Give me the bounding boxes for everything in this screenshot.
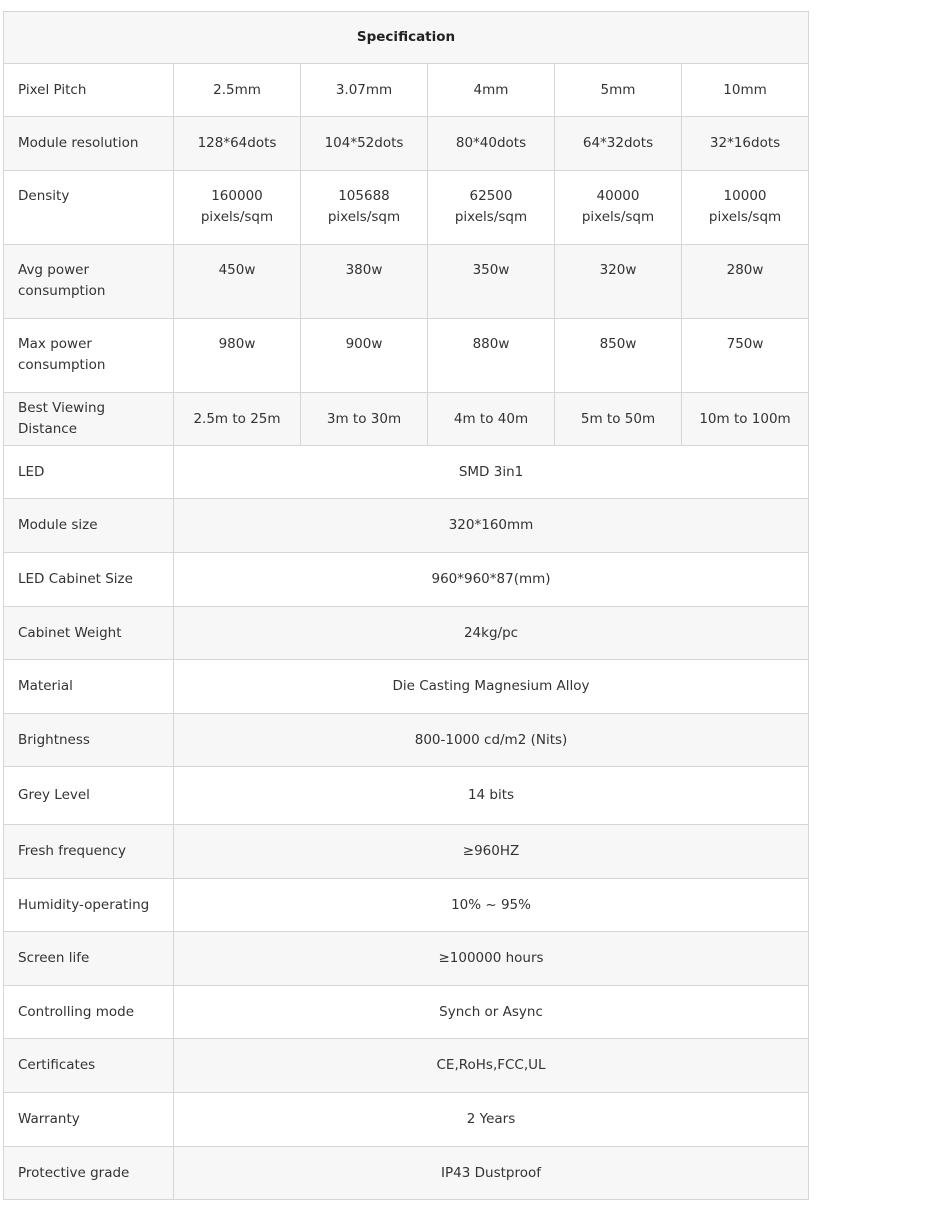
spec-row-cabinet-size [4, 553, 809, 607]
spec-row-led [4, 446, 809, 499]
cell-value: 14 bits [174, 767, 809, 825]
row-label: Max power consumption [4, 319, 174, 393]
cell-value: SMD 3in1 [174, 446, 809, 499]
cell-value: 24kg/pc [174, 607, 809, 660]
cell-value: 10m to 100m [682, 393, 809, 446]
row-label: Grey Level [4, 767, 174, 825]
spec-row-material [4, 660, 809, 714]
cell-value: 40000 pixels/sqm [555, 171, 682, 245]
row-label: Certificates [4, 1039, 174, 1093]
cell-value: 80*40dots [428, 117, 555, 171]
spec-row-screen-life [4, 932, 809, 986]
cell-value: Synch or Async [174, 986, 809, 1039]
row-label: Humidity-operating [4, 879, 174, 932]
cell-value: IP43 Dustproof [174, 1147, 809, 1200]
cell-value: 32*16dots [682, 117, 809, 171]
cell-value: 62500 pixels/sqm [428, 171, 555, 245]
cell-value: 960*960*87(mm) [174, 553, 809, 607]
spec-row-grey-level [4, 767, 809, 825]
spec-row-fresh-frequency [4, 825, 809, 879]
cell-value: ≥100000 hours [174, 932, 809, 986]
cell-value: CE,RoHs,FCC,UL [174, 1039, 809, 1093]
spec-row-protective-grade [4, 1147, 809, 1200]
cell-value: 320w [555, 245, 682, 319]
row-label: Protective grade [4, 1147, 174, 1200]
row-label: Avg power consumption [4, 245, 174, 319]
spec-row-humidity [4, 879, 809, 932]
row-label: Screen life [4, 932, 174, 986]
cell-value: 980w [174, 319, 301, 393]
row-label: Density [4, 171, 174, 245]
spec-row-pixel-pitch [4, 64, 809, 117]
row-label: Material [4, 660, 174, 714]
spec-row-density [4, 171, 809, 245]
row-label: Controlling mode [4, 986, 174, 1039]
row-label: Brightness [4, 714, 174, 767]
row-label: Module size [4, 499, 174, 553]
row-label: Warranty [4, 1093, 174, 1147]
spec-row-controlling-mode [4, 986, 809, 1039]
table-title: Specification [4, 12, 809, 64]
cell-value: 5m to 50m [555, 393, 682, 446]
cell-value: 2.5mm [174, 64, 301, 117]
cell-value: 10% ~ 95% [174, 879, 809, 932]
spec-row-module-resolution [4, 117, 809, 171]
row-label: Cabinet Weight [4, 607, 174, 660]
cell-value: 3.07mm [301, 64, 428, 117]
cell-value: 850w [555, 319, 682, 393]
cell-value: 104*52dots [301, 117, 428, 171]
row-label: LED [4, 446, 174, 499]
cell-value: 10000 pixels/sqm [682, 171, 809, 245]
cell-value: 160000 pixels/sqm [174, 171, 301, 245]
cell-value: 880w [428, 319, 555, 393]
cell-value: 128*64dots [174, 117, 301, 171]
cell-value: 800-1000 cd/m2 (Nits) [174, 714, 809, 767]
row-label: Pixel Pitch [4, 64, 174, 117]
spec-row-cabinet-weight [4, 607, 809, 660]
cell-value: 3m to 30m [301, 393, 428, 446]
cell-value: 4mm [428, 64, 555, 117]
cell-value: Die Casting Magnesium Alloy [174, 660, 809, 714]
spec-row-avg-power [4, 245, 809, 319]
spec-row-warranty [4, 1093, 809, 1147]
row-label: Best Viewing Distance [4, 393, 174, 446]
cell-value: 4m to 40m [428, 393, 555, 446]
cell-value: 280w [682, 245, 809, 319]
spec-row-viewing-distance [4, 393, 809, 446]
cell-value: 350w [428, 245, 555, 319]
cell-value: 105688 pixels/sqm [301, 171, 428, 245]
cell-value: 64*32dots [555, 117, 682, 171]
cell-value: 320*160mm [174, 499, 809, 553]
row-label: Fresh frequency [4, 825, 174, 879]
cell-value: 450w [174, 245, 301, 319]
row-label: Module resolution [4, 117, 174, 171]
cell-value: 750w [682, 319, 809, 393]
cell-value: 2.5m to 25m [174, 393, 301, 446]
spec-row-max-power [4, 319, 809, 393]
specification-table [3, 11, 809, 1200]
cell-value: ≥960HZ [174, 825, 809, 879]
row-label: LED Cabinet Size [4, 553, 174, 607]
spec-row-certificates [4, 1039, 809, 1093]
cell-value: 2 Years [174, 1093, 809, 1147]
spec-row-module-size [4, 499, 809, 553]
cell-value: 10mm [682, 64, 809, 117]
cell-value: 5mm [555, 64, 682, 117]
cell-value: 380w [301, 245, 428, 319]
spec-row-brightness [4, 714, 809, 767]
cell-value: 900w [301, 319, 428, 393]
